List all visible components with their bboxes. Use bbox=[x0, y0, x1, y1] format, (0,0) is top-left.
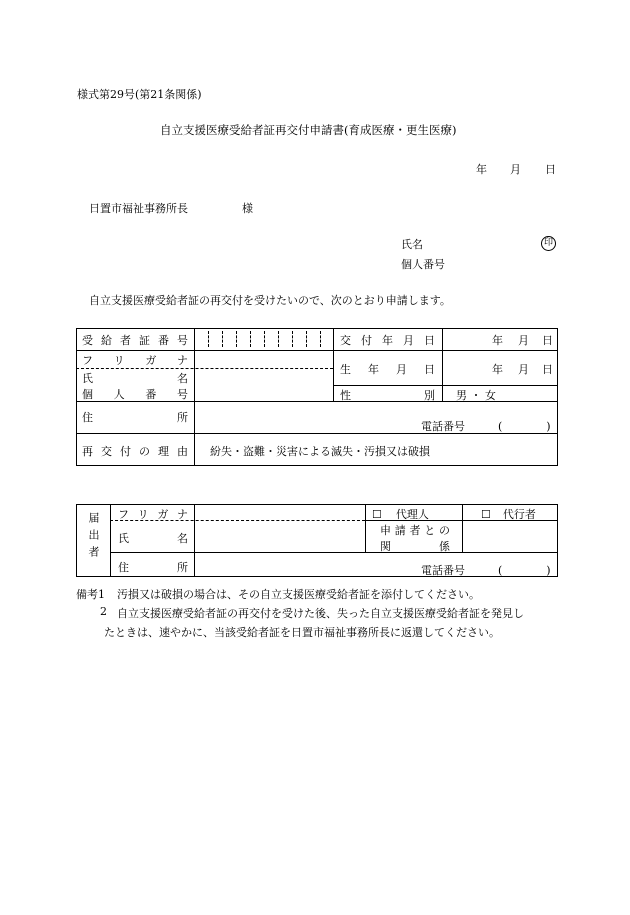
issue-date-year: 年 bbox=[492, 334, 503, 347]
sex-value: 男 ・ 女 bbox=[456, 389, 496, 402]
addressee-name: 日置市福祉事務所長 bbox=[89, 202, 188, 215]
date-year-label: 年 bbox=[476, 163, 487, 176]
cert-number-label: 受 給 者 証 番 号 bbox=[82, 334, 188, 347]
remarks-prefix: 備考1 bbox=[76, 588, 105, 601]
relation-label-line2: 関 係 bbox=[380, 540, 450, 553]
table1-line bbox=[333, 328, 334, 401]
table1-line bbox=[76, 350, 558, 351]
phone-label: 電話番号 ( ) bbox=[421, 420, 551, 433]
digit-divider bbox=[222, 331, 223, 347]
date-day-label: 日 bbox=[545, 163, 556, 176]
sex-label: 性 別 bbox=[340, 389, 435, 402]
digit-divider bbox=[236, 331, 237, 347]
issue-date-label: 交 付 年 月 日 bbox=[340, 334, 435, 347]
address-label: 住 所 bbox=[82, 411, 188, 424]
reissue-reason-value: 紛失・盗難・災害による滅失・汚損又は破損 bbox=[210, 445, 430, 458]
table1-line bbox=[333, 385, 558, 386]
birth-date-label: 生 年 月 日 bbox=[340, 363, 435, 376]
notifier-furigana-label: フ リ ガ ナ bbox=[118, 508, 188, 521]
issue-date-month: 月 bbox=[518, 334, 529, 347]
notifier-label: 届出者 bbox=[87, 512, 100, 563]
addressee-honorific: 様 bbox=[242, 202, 253, 215]
reissue-reason-label: 再 交 付 の 理 由 bbox=[82, 445, 188, 458]
proxy-checkbox[interactable]: ☐ bbox=[481, 508, 491, 521]
applicant-name-label: 氏名 bbox=[401, 238, 423, 251]
digit-divider bbox=[264, 331, 265, 347]
proxy-option[interactable] bbox=[481, 506, 536, 522]
table1-dashed-line bbox=[76, 368, 333, 369]
intro-text: 自立支援医療受給者証の再交付を受けたいので、次のとおり申請します。 bbox=[89, 294, 451, 307]
proxy-label: 代行者 bbox=[502, 508, 536, 521]
notifier-address-label: 住 所 bbox=[118, 561, 188, 574]
date-month-label: 月 bbox=[510, 163, 521, 176]
table2-line bbox=[365, 504, 366, 552]
birth-month: 月 bbox=[518, 363, 529, 376]
form-number: 様式第29号(第21条関係) bbox=[77, 88, 202, 101]
digit-divider bbox=[250, 331, 251, 347]
digit-divider bbox=[292, 331, 293, 347]
furigana-label: フ リ ガ ナ bbox=[82, 354, 188, 367]
issue-date-day: 日 bbox=[542, 334, 553, 347]
table2-line bbox=[110, 552, 558, 553]
seal-mark bbox=[541, 235, 556, 251]
notifier-name-label: 氏 名 bbox=[118, 532, 188, 545]
birth-year: 年 bbox=[492, 363, 503, 376]
digit-divider bbox=[208, 331, 209, 347]
remark-1: 汚損又は破損の場合は、その自立支援医療受給者証を添付してください。 bbox=[117, 588, 480, 601]
table1-line bbox=[442, 328, 443, 401]
birth-day: 日 bbox=[542, 363, 553, 376]
applicant-id-label: 個人番号 bbox=[401, 258, 445, 271]
table2-line bbox=[462, 504, 463, 552]
agent-option[interactable] bbox=[372, 506, 429, 522]
remark-2-line1: 自立支援医療受給者証の再交付を受けた後、失った自立支援医療受給者証を発見し bbox=[117, 607, 524, 620]
table2-line bbox=[110, 504, 111, 577]
remark-2-number: 2 bbox=[100, 605, 107, 618]
form-title: 自立支援医療受給者証再交付申請書(育成医療・更生医療) bbox=[160, 123, 457, 137]
agent-label: 代理人 bbox=[395, 508, 429, 521]
agent-checkbox[interactable]: ☐ bbox=[372, 508, 382, 521]
digit-divider bbox=[278, 331, 279, 347]
seal-mark-text: 印 bbox=[541, 236, 556, 251]
table2-line bbox=[194, 504, 195, 577]
personal-number-label: 個 人 番 号 bbox=[82, 388, 188, 401]
digit-divider bbox=[320, 331, 321, 347]
remark-2-line2: たときは、速やかに、当該受給者証を日置市福祉事務所長に返還してください。 bbox=[104, 626, 500, 639]
table1-line bbox=[194, 328, 195, 466]
notifier-phone-label: 電話番号 ( ) bbox=[421, 564, 551, 577]
relation-label-line1: 申 請 者 と の bbox=[380, 524, 450, 537]
digit-divider bbox=[306, 331, 307, 347]
name-label: 氏 名 bbox=[82, 372, 188, 385]
